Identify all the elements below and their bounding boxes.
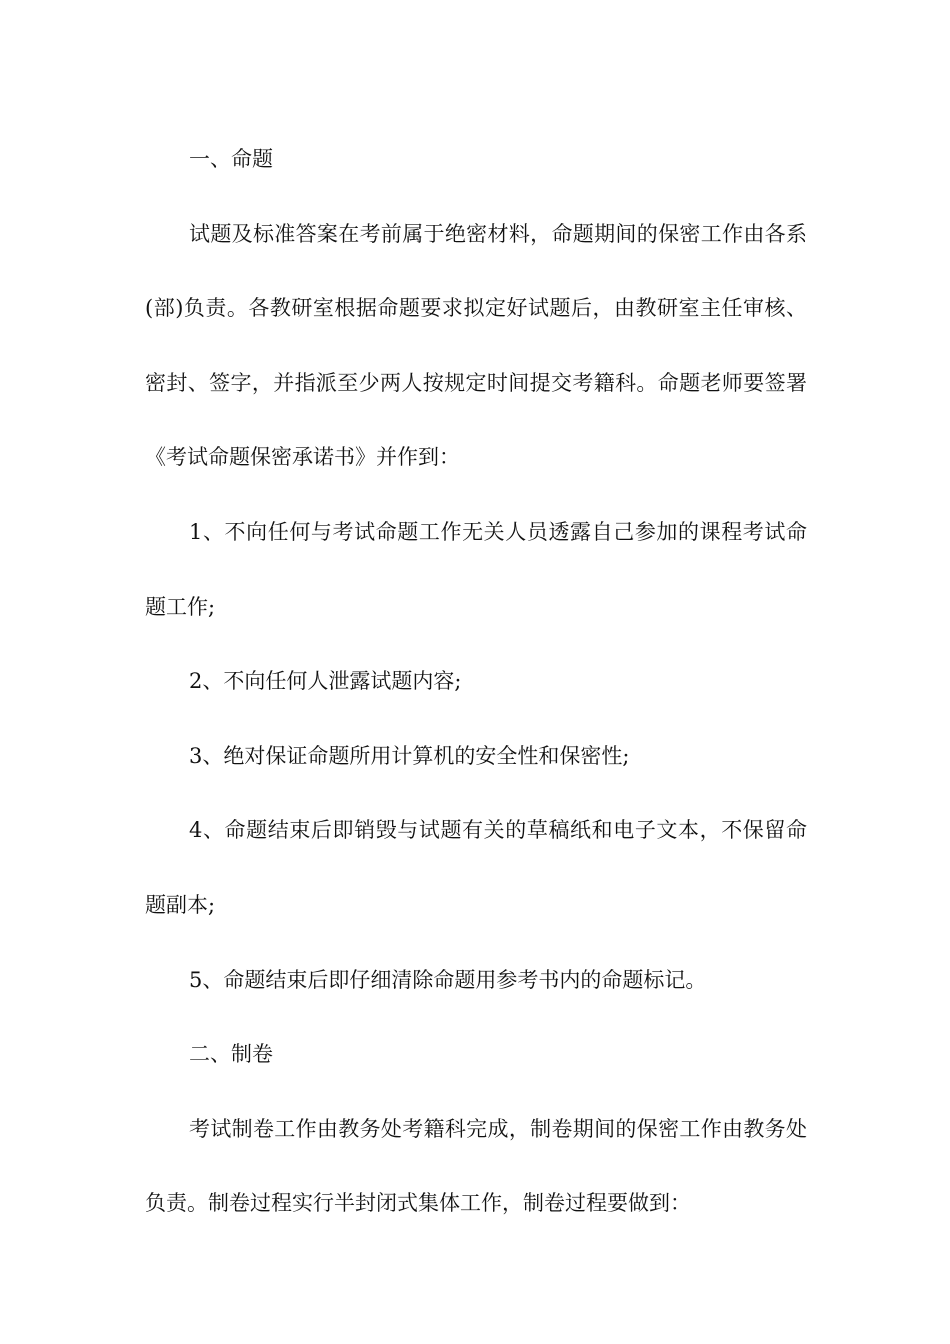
paragraph-paper-making-intro: 考试制卷工作由教务处考籍科完成，制卷期间的保密工作由教务处负责。制卷过程实行半封闭式集体工作，制卷过程要做到： bbox=[145, 1116, 807, 1216]
list-item-1: 1、不向任何与考试命题工作无关人员透露自己参加的课程考试命题工作; bbox=[145, 519, 807, 619]
section-heading-proposition: 一、命题 bbox=[189, 147, 273, 171]
paragraph-proposition-intro: 试题及标准答案在考前属于绝密材料，命题期间的保密工作由各系(部)负责。各教研室根据命题要求拟定好试题后，由教研室主任审核、密封、签字，并指派至少两人按规定时间提交考籍科。命题老师要签署《考试命题保密承诺书》并作到： bbox=[145, 221, 807, 470]
list-item-5: 5、命题结束后即仔细清除命题用参考书内的命题标记。 bbox=[189, 967, 707, 992]
list-item-3: 3、绝对保证命题所用计算机的安全性和保密性; bbox=[189, 743, 630, 768]
section-heading-paper-making: 二、制卷 bbox=[189, 1042, 273, 1067]
list-item-4: 4、命题结束后即销毁与试题有关的草稿纸和电子文本，不保留命题副本; bbox=[145, 818, 807, 917]
document-body bbox=[145, 122, 807, 1241]
list-item-2: 2、不向任何人泄露试题内容; bbox=[189, 669, 462, 694]
